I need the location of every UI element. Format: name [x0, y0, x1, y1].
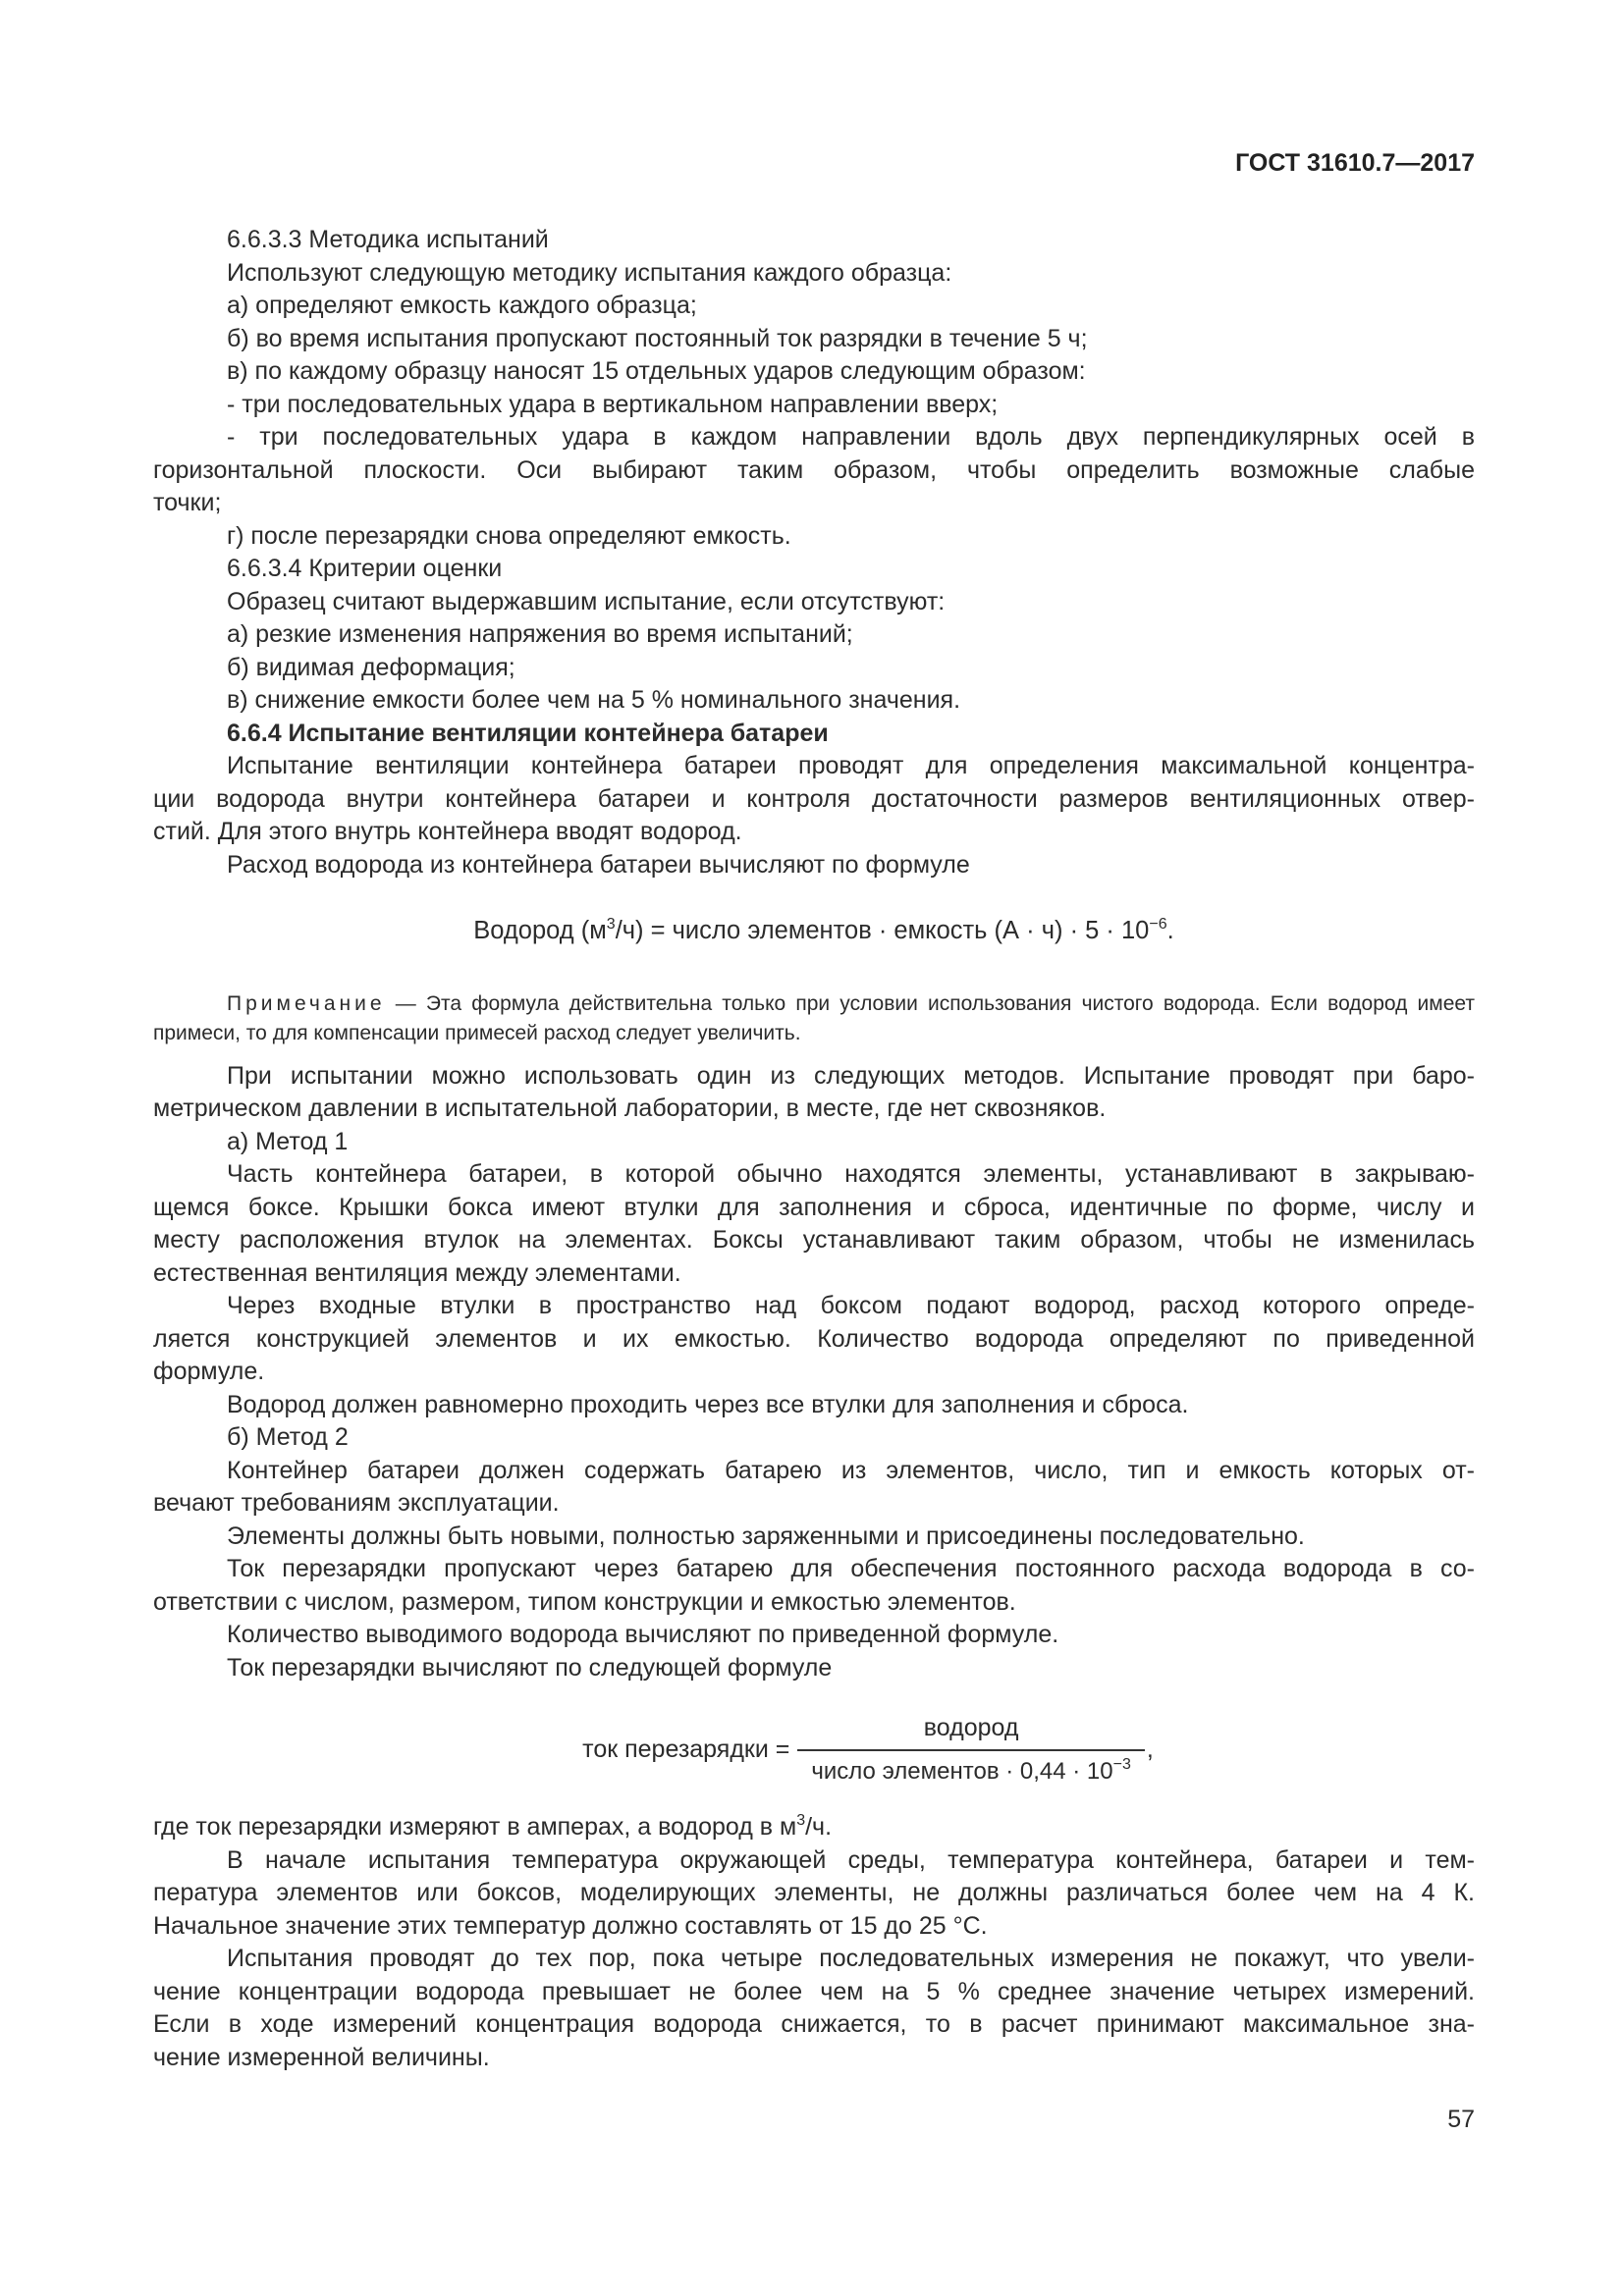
text-line: ции водорода внутри контейнера батареи и контроля достаточности размеров вентиляционных отвер- — [153, 784, 1475, 813]
formula-end: , — [1146, 1735, 1154, 1763]
text-line: месту расположения втулок на элементах. Боксы устанавливают таким образом, чтобы не изменилась — [153, 1226, 1475, 1254]
paragraph: Расход водорода из контейнера батареи вычисляют по формуле — [227, 850, 970, 879]
text-line: В начале испытания температура окружающей среды, температура контейнера, батареи и тем- — [227, 1845, 1475, 1874]
paragraph: Элементы должны быть новыми, полностью заряженными и присоединены последовательно. — [227, 1522, 1305, 1550]
formula-text: Водород (м — [473, 917, 607, 944]
text-line: Контейнер батареи должен содержать батарею из элементов, число, тип и емкость которых от- — [227, 1456, 1475, 1484]
text-line: естественная вентиляция между элементами. — [153, 1258, 681, 1287]
fraction-numerator: водород — [923, 1714, 1019, 1741]
text-fragment: где ток перезарядки измеряют в амперах, а водород в м — [153, 1813, 797, 1841]
paragraph: Ток перезарядки вычисляют по следующей формуле — [227, 1653, 833, 1682]
section-heading: 6.6.3.4 Критерии оценки — [227, 555, 503, 582]
method-heading: б) Метод 2 — [227, 1423, 349, 1451]
overcharge-current-formula — [153, 1712, 1475, 1788]
formula-text: . — [1166, 917, 1174, 944]
text-line: формуле. — [153, 1358, 265, 1385]
fraction — [797, 1712, 1145, 1788]
text-line: горизонтальной плоскости. Оси выбирают таким образом, чтобы определить возможные слабые — [153, 455, 1475, 484]
text-line: чение концентрации водорода превышает не более чем на 5 % среднее значение четырех измерений. — [153, 1977, 1475, 2005]
fraction-denominator — [797, 1749, 1145, 1789]
paragraph — [153, 1060, 1475, 1126]
section-heading: 6.6.3.3 Методика испытаний — [227, 226, 549, 253]
paragraph: Водород должен равномерно проходить через все втулки для заполнения и сброса. — [227, 1390, 1189, 1418]
list-item: - три последовательных удара в вертикальном направлении вверх; — [227, 390, 999, 418]
method-heading: а) Метод 1 — [227, 1127, 349, 1155]
list-item: а) резкие изменения напряжения во время испытаний; — [227, 620, 853, 648]
paragraph — [153, 1553, 1475, 1619]
text-line: пература элементов или боксов, моделирующих элементы, не должны различаться более чем на 4 К. — [153, 1879, 1475, 1906]
paragraph — [153, 1158, 1475, 1290]
text-line: Часть контейнера батареи, в которой обычно находятся элементы, устанавливают в закрываю- — [227, 1160, 1475, 1188]
list-item: г) после перезарядки снова определяют емкость. — [227, 521, 791, 550]
text-line: Испытание вентиляции контейнера батареи проводят для определения максимальной концентра- — [227, 752, 1475, 779]
paragraph: Количество выводимого водорода вычисляют по приведенной формуле. — [227, 1621, 1059, 1648]
note-label: Примечание — [227, 991, 386, 1015]
text-line: точки; — [153, 489, 222, 516]
list-item: б) во время испытания пропускают постоянный ток разрядки в течение 5 ч; — [227, 324, 1088, 352]
list-item: а) определяют емкость каждого образца; — [227, 292, 697, 319]
superscript: −3 — [1112, 1755, 1131, 1773]
text-line: При испытании можно использовать один из следующих методов. Испытание проводят при баро- — [227, 1061, 1475, 1090]
superscript: 3 — [796, 1812, 806, 1829]
text-line: ляется конструкцией элементов и их емкостью. Количество водорода определяют по приведенной — [153, 1324, 1475, 1353]
text-line: чение измеренной величины. — [153, 2043, 490, 2071]
section-heading: 6.6.4 Испытание вентиляции контейнера батареи — [227, 719, 829, 747]
list-item — [153, 421, 1475, 520]
list-item: в) снижение емкости более чем на 5 % номинального значения. — [227, 686, 961, 714]
list-item: б) видимая деформация; — [227, 653, 515, 681]
page-number: 57 — [1447, 2106, 1475, 2133]
text-line: метрическом давлении в испытательной лаборатории, в месте, где нет сквозняков. — [153, 1095, 1107, 1122]
paragraph — [153, 1290, 1475, 1389]
note-dash: — — [385, 991, 426, 1015]
text-line: - три последовательных удара в каждом направлении вдоль двух перпендикулярных осей в — [227, 423, 1475, 451]
paragraph — [153, 1943, 1475, 2074]
formula-text: /ч) = число элементов · емкость (А · ч) · 5 · 10 — [615, 917, 1150, 944]
text-line: вечают требованиям эксплуатации. — [153, 1489, 560, 1517]
text-line: Ток перезарядки пропускают через батарею для обеспечения постоянного расхода водорода в со- — [227, 1555, 1475, 1582]
paragraph: Образец считают выдержавшим испытание, если отсутствуют: — [227, 587, 946, 615]
text-line: щемся боксе. Крышки бокса имеют втулки для заполнения и сброса, идентичные по форме, числу и — [153, 1193, 1475, 1221]
list-item: в) по каждому образцу наносят 15 отдельных ударов следующим образом: — [227, 357, 1086, 385]
paragraph — [153, 1811, 1475, 1844]
text-line: ответствии с числом, размером, типом конструкции и емкостью элементов. — [153, 1587, 1016, 1616]
paragraph — [153, 1844, 1475, 1944]
text-line: Испытания проводят до тех пор, пока четыре последовательных измерения не покажут, что увели- — [227, 1945, 1475, 1972]
text-line: Начальное значение этих температур должно составлять от 15 до 25 °С. — [153, 1911, 988, 1940]
page-body — [153, 224, 1475, 2074]
text-line: Если в ходе измерений концентрация водорода снижается, то в расчет принимают максимальное зна- — [153, 2010, 1475, 2038]
paragraph — [153, 750, 1475, 849]
note-text: водород имеет примеси, то для компенсации примесей расход следует увеличить. — [153, 991, 1475, 1044]
formula-lhs: ток перезарядки = — [582, 1735, 790, 1763]
denominator-text: число элементов · 0,44 · 10 — [811, 1757, 1113, 1785]
standard-code: ГОСТ 31610.7—2017 — [1235, 149, 1475, 177]
note — [153, 989, 1475, 1048]
text-fragment: /ч. — [805, 1813, 833, 1841]
paragraph: Используют следующую методику испытания каждого образца: — [227, 258, 952, 287]
superscript: 3 — [606, 916, 616, 933]
text-line: стий. Для этого внутрь контейнера вводят водород. — [153, 818, 742, 845]
superscript: −6 — [1149, 916, 1167, 933]
text-line: Через входные втулки в пространство над боксом подают водород, расход которого опреде- — [227, 1292, 1475, 1319]
note-text: Эта формула действительна только при условии использования чистого водорода. Если — [425, 991, 1318, 1015]
paragraph — [153, 1455, 1475, 1521]
hydrogen-formula — [153, 915, 1475, 948]
